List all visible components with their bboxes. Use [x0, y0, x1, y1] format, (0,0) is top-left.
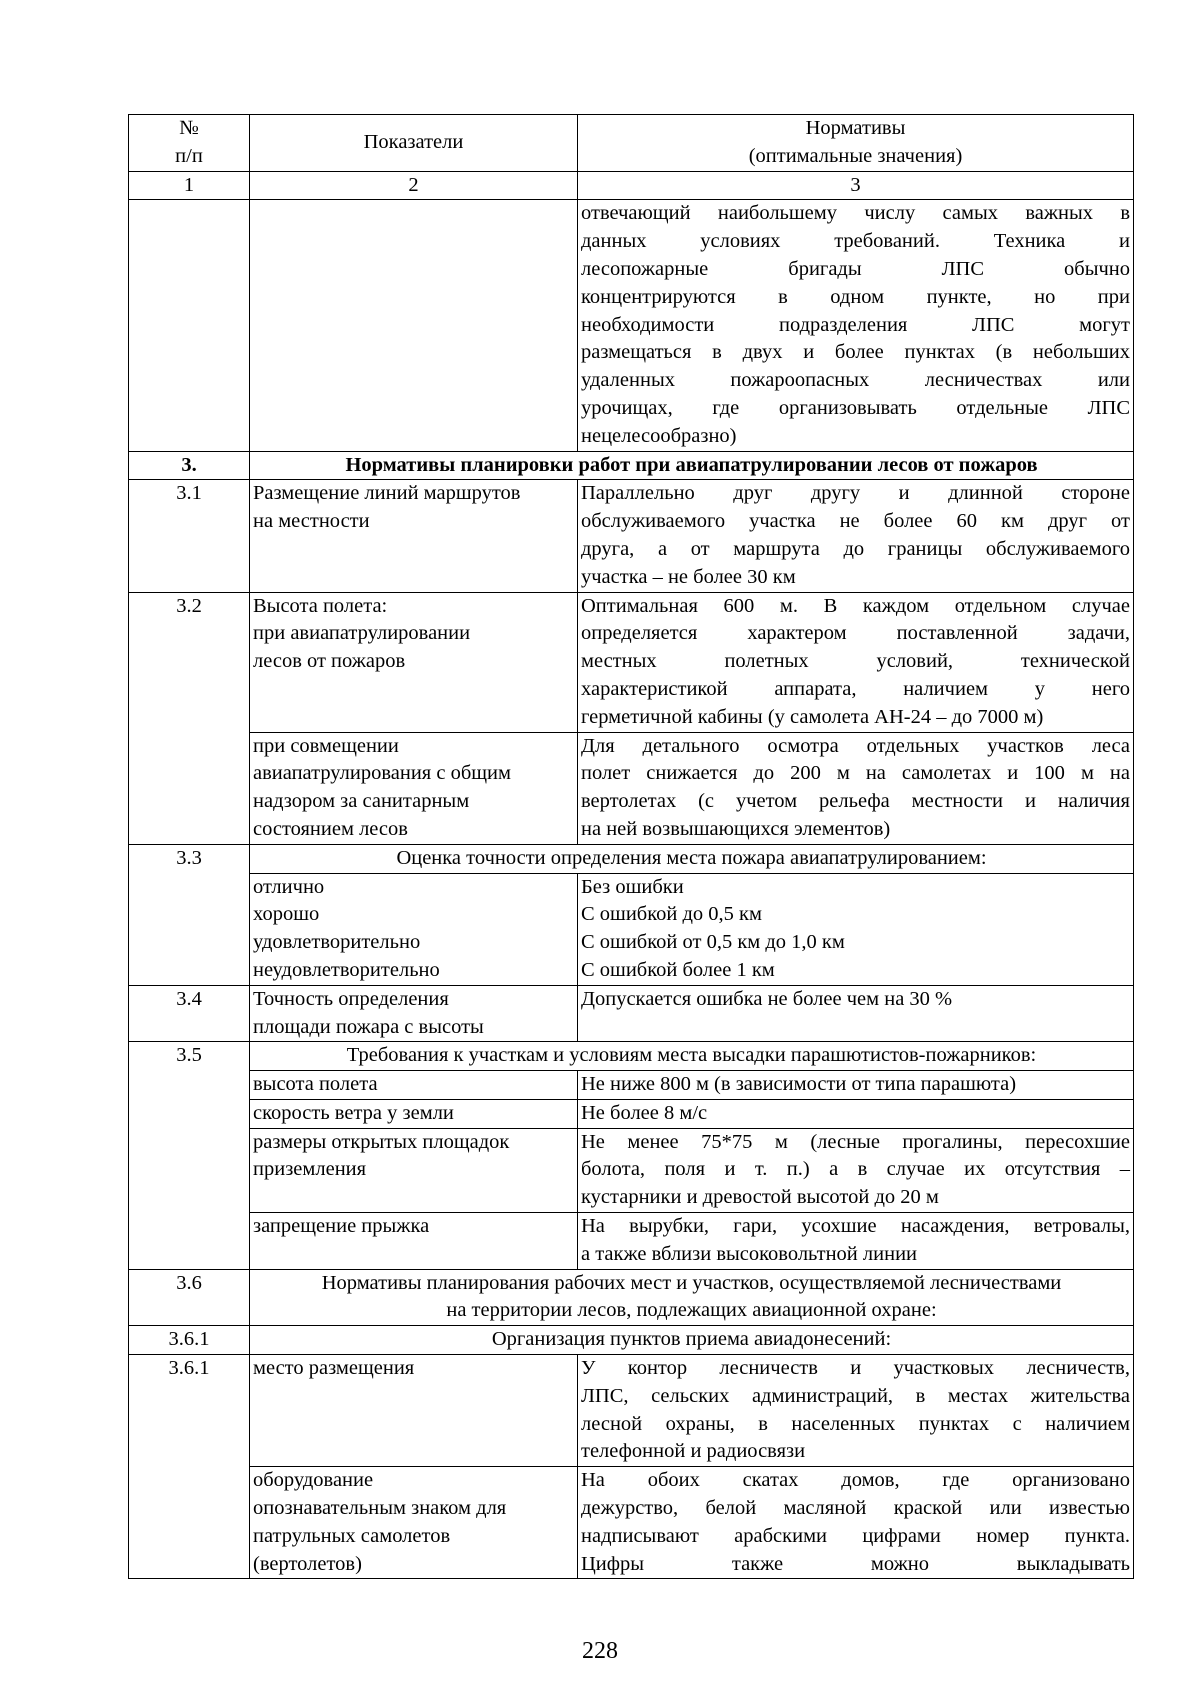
- row-3-2: [129, 592, 1134, 732]
- text-line: местных полетных условий, технической: [581, 650, 1130, 673]
- indicator-cell: скорость ветра у земли: [250, 1099, 578, 1128]
- norm-cell: [578, 873, 1134, 985]
- text-line: вертолетах (с учетом рельефа местности и наличия: [581, 790, 1130, 813]
- text-line: неудовлетворительно: [253, 958, 440, 981]
- row-number: 3.6.1: [129, 1326, 250, 1355]
- header-row: [129, 115, 1134, 172]
- text-line: необходимости подразделения ЛПС могут: [581, 313, 1130, 336]
- text-line: Высота полета:: [253, 594, 388, 617]
- text-line: патрульных самолетов: [253, 1524, 451, 1547]
- text-line: Размещение линий маршрутов: [253, 482, 521, 505]
- indicator-cell: место размещения: [250, 1355, 578, 1467]
- text-line: удовлетворительно: [253, 931, 421, 954]
- text-line: С ошибкой до 0,5 км: [581, 903, 762, 926]
- column-number-3: 3: [578, 171, 1134, 200]
- text-line: телефонной и радиосвязи: [581, 1440, 806, 1463]
- empty-cell: [129, 200, 250, 451]
- text-line: Цифры также можно выкладывать: [581, 1552, 1130, 1575]
- subsection-title: Организация пунктов приема авиадонесений:: [250, 1326, 1134, 1355]
- header-norms-title: Нормативы: [805, 117, 906, 139]
- norm-cell: [578, 480, 1134, 592]
- text-line: характеристикой аппарата, наличием у него: [581, 677, 1130, 700]
- header-indicators: Показатели: [250, 115, 578, 172]
- row-number: 3.4: [129, 985, 250, 1042]
- header-norms-subtitle: (оптимальные значения): [748, 144, 963, 167]
- row-3-5: [129, 1042, 1134, 1071]
- row-3-4: [129, 985, 1134, 1042]
- column-numbers-row: [129, 171, 1134, 200]
- text-line: надписывают арабскими цифрами номер пункта.: [581, 1524, 1130, 1547]
- row-number: 3.6: [129, 1269, 250, 1326]
- row-3-6-1-heading: [129, 1326, 1134, 1355]
- text-line: друга, а от маршрута до границы обслуживаемого: [581, 537, 1130, 560]
- text-line: данных условиях требований. Техника и: [581, 230, 1130, 253]
- empty-cell: [250, 200, 578, 451]
- row-3-6-1: [129, 1355, 1134, 1467]
- section-3-row: [129, 451, 1134, 480]
- norm-cell: [578, 732, 1134, 844]
- text-line: С ошибкой от 0,5 км до 1,0 км: [581, 931, 845, 954]
- column-number-2: 2: [250, 171, 578, 200]
- subsection-title: [250, 1269, 1134, 1326]
- text-line: определяется характером поставленной задачи,: [581, 622, 1130, 645]
- indicator-cell: [250, 592, 578, 732]
- row-3-3: [129, 844, 1134, 873]
- text-line: оборудование: [253, 1469, 374, 1492]
- text-line: Нормативы планирования рабочих мест и участков, осуществляемой лесничествами: [321, 1271, 1062, 1294]
- text-line: при совмещении: [253, 734, 399, 757]
- text-line: Точность определения: [253, 987, 449, 1010]
- row-3-5-sites: [129, 1128, 1134, 1212]
- text-line: (вертолетов): [253, 1552, 362, 1575]
- text-line: У контор лесничеств и участковых лесничеств,: [581, 1357, 1130, 1380]
- indicator-cell: [250, 1128, 578, 1212]
- text-line: надзором за санитарным: [253, 790, 470, 813]
- text-line: С ошибкой более 1 км: [581, 958, 775, 981]
- norms-table: [128, 114, 1134, 1579]
- text-line: лесной охраны, в населенных пунктах с наличием: [581, 1412, 1130, 1435]
- text-line: лесопожарные бригады ЛПС обычно: [581, 257, 1130, 280]
- row-3-1: [129, 480, 1134, 592]
- text-line: дежурство, белой масляной краской или известью: [581, 1497, 1130, 1520]
- continuation-text: [578, 200, 1134, 451]
- text-line: Для детального осмотра отдельных участков леса: [581, 734, 1130, 757]
- text-line: На обоих скатах домов, где организовано: [581, 1469, 1130, 1492]
- row-number: 3.2: [129, 592, 250, 844]
- norm-cell: [578, 1467, 1134, 1579]
- text-line: кустарники и древостой высотой до 20 м: [581, 1186, 939, 1209]
- indicator-cell: [250, 873, 578, 985]
- norm-cell: [578, 592, 1134, 732]
- row-3-5-height: [129, 1071, 1134, 1100]
- indicator-cell: [250, 985, 578, 1042]
- header-norms-cell: [578, 115, 1134, 172]
- text-line: болота, поля и т. п.) а в случае их отсутствия –: [581, 1158, 1130, 1181]
- text-line: на ней возвышающихся элементов): [581, 817, 891, 840]
- norm-cell: [578, 1355, 1134, 1467]
- text-line: На вырубки, гари, усохшие насаждения, ветровалы,: [581, 1215, 1130, 1238]
- text-line: нецелесообразно): [581, 424, 737, 447]
- text-line: ЛПС, сельских администраций, в местах жительства: [581, 1384, 1130, 1407]
- text-line: Параллельно друг другу и длинной стороне: [581, 482, 1130, 505]
- row-3-5-prohibition: [129, 1213, 1134, 1270]
- text-line: Без ошибки: [581, 875, 684, 898]
- norm-cell: [578, 1213, 1134, 1270]
- text-line: хорошо: [253, 903, 320, 926]
- text-line: удаленных пожароопасных лесничествах или: [581, 369, 1130, 392]
- text-line: лесов от пожаров: [253, 650, 406, 673]
- text-line: герметичной кабины (у самолета АН-24 – до 7000 м): [581, 705, 1044, 728]
- header-number-symbol: №: [179, 117, 199, 139]
- header-number-cell: [129, 115, 250, 172]
- row-number: 3.6.1: [129, 1355, 250, 1579]
- norm-cell: [578, 1128, 1134, 1212]
- row-3-5-wind: [129, 1099, 1134, 1128]
- text-line: урочищах, где организовывать отдельные ЛПС: [581, 396, 1130, 419]
- indicator-cell: запрещение прыжка: [250, 1213, 578, 1270]
- text-line: участка – не более 30 км: [581, 565, 796, 588]
- norm-cell: Не ниже 800 м (в зависимости от типа парашюта): [578, 1071, 1134, 1100]
- header-number-abbr: п/п: [175, 144, 203, 167]
- text-line: отлично: [253, 875, 325, 898]
- text-line: размеры открытых площадок: [253, 1130, 510, 1153]
- text-line: приземления: [253, 1158, 367, 1181]
- continuation-row: [129, 200, 1134, 451]
- row-number: 3.5: [129, 1042, 250, 1269]
- column-number-1: 1: [129, 171, 250, 200]
- indicator-cell: [250, 1467, 578, 1579]
- text-line: Оптимальная 600 м. В каждом отдельном случае: [581, 594, 1130, 617]
- text-line: размещаться в двух и более пунктах (в небольших: [581, 341, 1130, 364]
- indicator-cell: [250, 480, 578, 592]
- subsection-title: Оценка точности определения места пожара авиапатрулированием:: [250, 844, 1134, 873]
- page-number: 228: [582, 1638, 618, 1664]
- section-title: Нормативы планировки работ при авиапатрулировании лесов от пожаров: [250, 451, 1134, 480]
- row-3-6-1-sub: [129, 1467, 1134, 1579]
- row-3-6: [129, 1269, 1134, 1326]
- text-line: авиапатрулирования с общим: [253, 762, 511, 785]
- text-line: на территории лесов, подлежащих авиационной охране:: [446, 1299, 937, 1322]
- text-line: а также вблизи высоковольтной линии: [581, 1242, 918, 1265]
- row-number: 3.3: [129, 844, 250, 985]
- text-line: опознавательным знаком для: [253, 1497, 507, 1520]
- row-3-2-sub: [129, 732, 1134, 844]
- row-number: 3.1: [129, 480, 250, 592]
- text-line: отвечающий наибольшему числу самых важных в: [581, 202, 1130, 225]
- row-3-3-grades: [129, 873, 1134, 985]
- indicator-cell: высота полета: [250, 1071, 578, 1100]
- text-line: концентрируются в одном пункте, но при: [581, 285, 1130, 308]
- text-line: обслуживаемого участка не более 60 км друг от: [581, 510, 1130, 533]
- text-line: состоянием лесов: [253, 817, 408, 840]
- text-line: на местности: [253, 510, 370, 533]
- section-number: 3.: [129, 451, 250, 480]
- text-line: Не менее 75*75 м (лесные прогалины, пересохшие: [581, 1130, 1130, 1153]
- text-line: при авиапатрулировании: [253, 622, 471, 645]
- norm-cell: Допускается ошибка не более чем на 30 %: [578, 985, 1134, 1042]
- text-line: площади пожара с высоты: [253, 1015, 484, 1038]
- text-line: полет снижается до 200 м на самолетах и 100 м на: [581, 762, 1130, 785]
- subsection-title: Требования к участкам и условиям места высадки парашютистов-пожарников:: [250, 1042, 1134, 1071]
- norm-cell: Не более 8 м/с: [578, 1099, 1134, 1128]
- indicator-cell: [250, 732, 578, 844]
